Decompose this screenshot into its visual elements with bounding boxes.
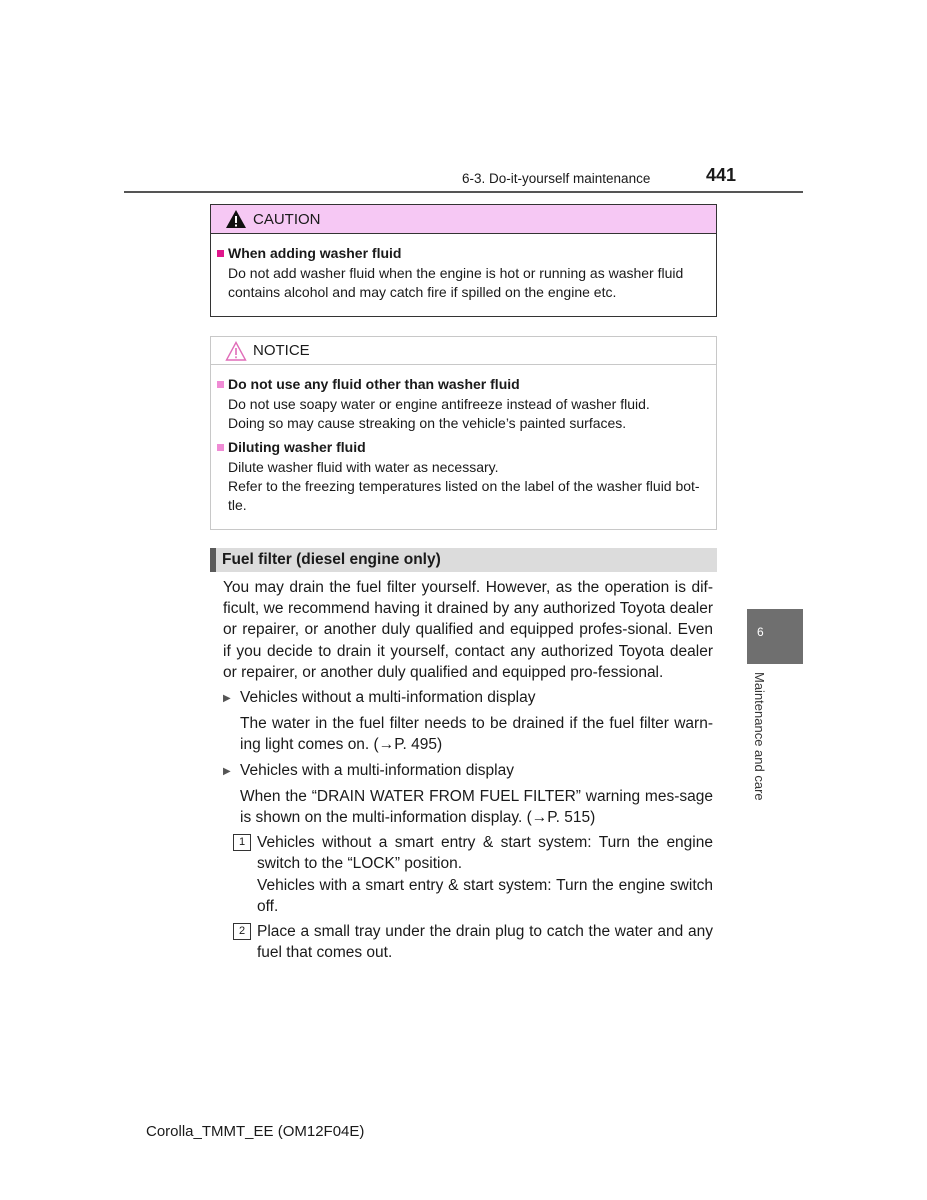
intro-paragraph: You may drain the fuel filter yourself. However, as the operation is dif-ficult, we recommend having it drained by any authorized Toyota dealer or repairer, or another duly qualified and equipped profes-sional. Even if you decide to drain it yourself, contact any authorized Toyota dealer or repairer, or another duly qualified and equipped pro-fessional.	[223, 579, 713, 681]
notice-text-line: Do not use soapy water or engine antifreeze instead of washer fluid.	[228, 396, 650, 412]
bullet-item	[223, 687, 713, 709]
notice-item-line	[228, 458, 706, 515]
caution-item-title: When adding washer fluid	[217, 244, 706, 262]
footer-text: Corolla_TMMT_EE (OM12F04E)	[146, 1123, 365, 1140]
section-title: 6-3. Do-it-yourself maintenance	[462, 171, 651, 186]
triangle-bullet-icon: ▶	[223, 693, 231, 705]
step-text: Vehicles with a smart entry & start system: Turn the engine switch off.	[257, 876, 713, 915]
notice-item-title: Diluting washer fluid	[217, 438, 706, 456]
main-content	[223, 577, 713, 963]
notice-item-title: Do not use any fluid other than washer fluid	[217, 375, 706, 393]
step-number: 1	[233, 834, 251, 851]
notice-label: NOTICE	[253, 342, 310, 359]
bullet-square-icon	[217, 250, 224, 257]
notice-heading	[211, 337, 716, 365]
bullet-square-icon	[217, 444, 224, 451]
notice-box	[210, 336, 717, 530]
step-text: Vehicles without a smart entry & start system: Turn the engine switch to the “LOCK” position.	[257, 834, 713, 873]
step-item	[233, 921, 713, 963]
page-number: 441	[706, 165, 737, 185]
caution-label: CAUTION	[253, 210, 321, 228]
step-item	[233, 832, 713, 917]
bullet-square-icon	[217, 381, 224, 388]
notice-item-text	[228, 395, 706, 433]
notice-item-text	[228, 458, 706, 515]
warning-triangle-outline-icon	[225, 340, 251, 362]
triangle-bullet-icon: ▶	[223, 765, 231, 777]
bullet-label: Vehicles without a multi-information display	[240, 689, 536, 707]
step-number: 2	[233, 923, 251, 940]
bullet-text: When the “DRAIN WATER FROM FUEL FILTER” warning mes-sage is shown on the multi-information display. (→P. 515)	[240, 787, 713, 827]
chapter-tab: 6	[747, 609, 803, 664]
step-text: Place a small tray under the drain plug to catch the water and any fuel that comes out.	[257, 923, 713, 962]
notice-text-line: Dilute washer fluid with water as necessary.	[228, 459, 499, 475]
bullet-label: Vehicles with a multi-information display	[240, 761, 514, 779]
notice-text-line: Doing so may cause streaking on the vehicle’s painted surfaces.	[228, 415, 627, 431]
notice-item-line	[228, 395, 706, 433]
notice-text-line: Refer to the freezing temperatures listed on the label of the washer fluid bot-tle.	[228, 478, 700, 513]
warning-triangle-icon	[225, 208, 251, 230]
section-heading: Fuel filter (diesel engine only)	[210, 548, 717, 572]
header-rule	[124, 191, 803, 193]
bullet-item	[223, 760, 713, 782]
caution-heading	[211, 205, 716, 234]
bullet-text: The water in the fuel filter needs to be drained if the fuel filter warn-ing light comes on. (→P. 495)	[240, 715, 713, 754]
chapter-label: Maintenance and care	[752, 672, 767, 801]
caution-box	[210, 204, 717, 317]
caution-item-text: Do not add washer fluid when the engine is hot or running as washer fluid contains alcohol and may catch fire if spilled on the engine etc.	[228, 265, 684, 300]
